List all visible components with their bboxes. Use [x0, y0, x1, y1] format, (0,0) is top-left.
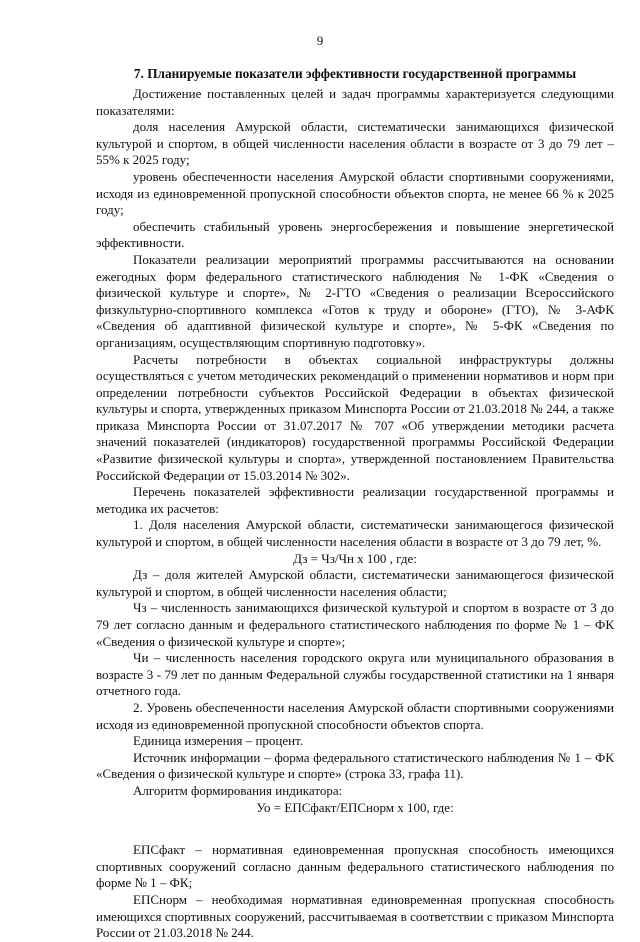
formula-term: ЕПСфакт – нормативная единовременная пропускная способность имеющихся спортивных сооружений согласно данным федерального статистического наблюдения по форме № 1 – ФК;: [96, 842, 614, 891]
indicator-2-definition: 2. Уровень обеспеченности населения Амурской области спортивными сооружениями исходя из единовременной пропускной способности объектов спорта.: [96, 699, 614, 732]
indicator-item: уровень обеспеченности населения Амурской области спортивными сооружениями, исходя из единовременной пропускной способности объектов спорта, не менее 66 % к 2025 году;: [96, 168, 614, 218]
algorithm-heading: Алгоритм формирования индикатора:: [133, 782, 343, 798]
indicator-1-definition: 1. Доля населения Амурской области, систематически занимающегося физической культурой и спортом, в общей численности населения области в возрасте от 3 до 79 лет, %.: [96, 517, 614, 550]
intro-paragraph: Достижение поставленных целей и задач программы характеризуется следующими показателями:: [96, 86, 614, 118]
indicator-item: доля населения Амурской области, систематически занимающихся физической культурой и спортом, в общей численности населения области в возрасте от 3 до 79 лет – 55% к 2025 году;: [96, 119, 614, 168]
formula-dz: Дз = Чз/Чн х 100 , где:: [293, 550, 417, 566]
page-number: 9: [316, 33, 324, 48]
document-body: [96, 86, 614, 942]
unit-of-measure: Единица измерения – процент.: [133, 733, 304, 749]
formula-term: Чи – численность населения городского округа или муниципального образования в возрасте 3 - 79 лет по данным Федеральной службы государственной статистики на 1 января отчетного года.: [96, 650, 614, 699]
indicator-item: обеспечить стабильный уровень энергосбережения и повышение энергетической эффективности.: [96, 218, 614, 251]
calculation-basis-paragraph: Расчеты потребности в объектах социальной инфраструктуры должны осуществляться с учетом методических рекомендаций о применении нормативов и норм при определении потребности субъектов Российской Федерации в объектах физической культуры и спорта, утвержденных приказом Минспорта России от 21.03.2018 № 244, а также приказа Минспорта России от 31.07.2017 № 707 «Об утверждении методики расчета значений показателей (индикаторов) государственной программы Российской Федерации «Развитие физической культуры и спорта», утвержденной постановлением Правительства Российской Федерации от 15.03.2014 № 302».: [96, 351, 614, 483]
formula-term: Чз – численность занимающихся физической культурой и спортом в возрасте от 3 до 79 лет согласно данным и федерального статистического наблюдения по форме № 1 – ФК «Сведения о физической культуре и спорте»;: [96, 600, 614, 649]
information-source: Источник информации – форма федерального статистического наблюдения № 1 – ФК «Сведения о физической культуре и спорте» (строка 33, графа 11).: [96, 749, 614, 782]
formula-term: Дз – доля жителей Амурской области, систематически занимающегося физической культурой и спортом, в общей численности населения области;: [96, 567, 614, 599]
section-title: 7. Планируемые показатели эффективности государственной программы: [133, 66, 577, 81]
formula-term: ЕПСнорм – необходимая нормативная единовременная пропускная способность имеющихся спортивных сооружений, рассчитываемая в соответствии с приказом Минспорта России от 21.03.2018 № 244.: [96, 891, 614, 941]
indicators-list-intro: Перечень показателей эффективности реализации государственной программы и методика их расчетов:: [96, 484, 614, 516]
formula-uo: Уо = ЕПСфакт/ЕПСнорм х 100, где:: [256, 799, 454, 815]
statistics-forms-paragraph: Показатели реализации мероприятий программы рассчитываются на основании ежегодных форм федерального статистического наблюдения № 1-ФК «Сведения о физической культуре и спорте», № 2-ГТО «Сведения о реализации Всероссийского физкультурно-спортивного комплекса «Готов к труду и обороне» (ГТО), № 3-АФК «Сведения об адаптивной физической культуре и спорте», № 5-ФК «Сведения по организациям, осуществляющим спортивную подготовку».: [96, 251, 614, 350]
